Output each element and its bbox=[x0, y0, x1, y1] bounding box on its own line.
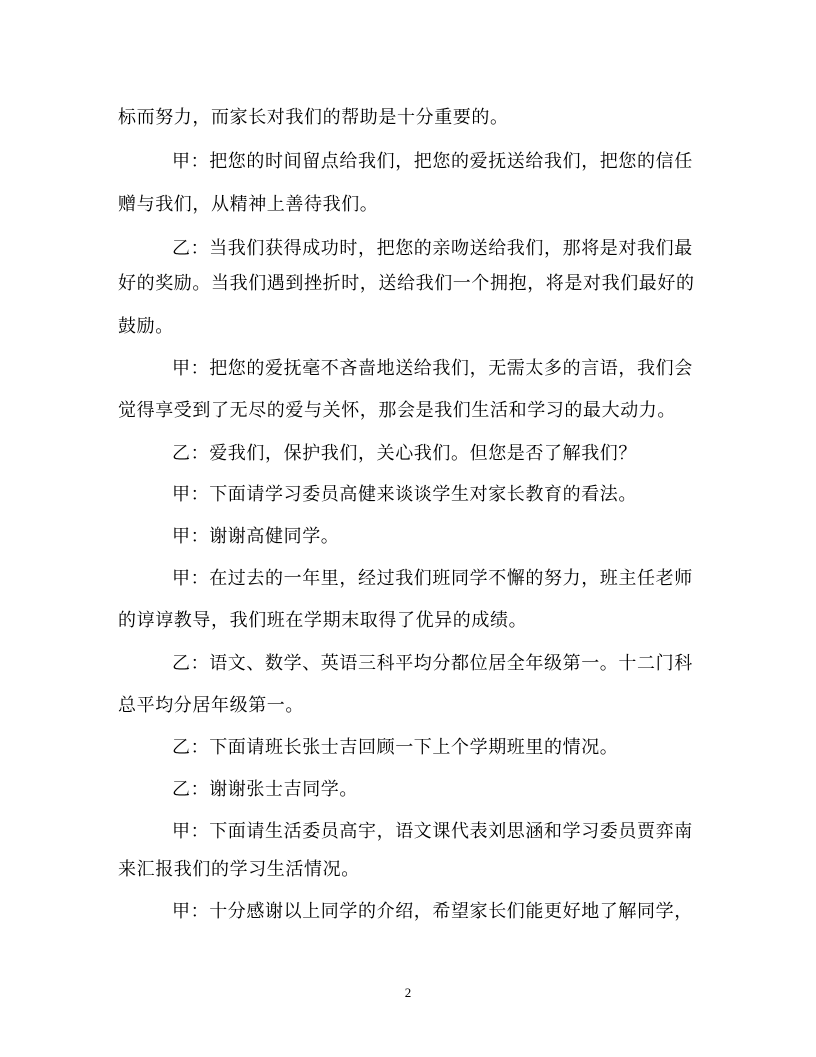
text-line: 甲：谢谢高健同学。 bbox=[172, 526, 340, 547]
text-line: 好的奖励。当我们遇到挫折时，送给我们一个拥抱，将是对我们最好的 bbox=[118, 273, 695, 294]
text-line: 甲：下面请生活委员高宇，语文课代表刘思涵和学习委员贾弈南 bbox=[172, 821, 693, 842]
text-line: 乙：谢谢张士吉同学。 bbox=[172, 779, 358, 800]
text-line: 来汇报我们的学习生活情况。 bbox=[118, 859, 360, 880]
text-line: 乙：当我们获得成功时，把您的亲吻送给我们，那将是对我们最 bbox=[172, 238, 693, 259]
text-line: 赠与我们，从精神上善待我们。 bbox=[118, 194, 379, 215]
text-line: 觉得享受到了无尽的爱与关怀，那会是我们生活和学习的最大动力。 bbox=[118, 400, 676, 421]
text-line: 甲：把您的时间留点给我们，把您的爱抚送给我们，把您的信任 bbox=[172, 151, 693, 172]
text-line: 的谆谆教导，我们班在学期末取得了优异的成绩。 bbox=[118, 610, 528, 631]
text-line: 标而努力，而家长对我们的帮助是十分重要的。 bbox=[118, 107, 509, 128]
text-line: 甲：下面请学习委员高健来谈谈学生对家长教育的看法。 bbox=[172, 484, 637, 505]
text-line: 甲：把您的爱抚毫不吝啬地送给我们，无需太多的言语，我们会 bbox=[172, 358, 693, 379]
text-line: 乙：下面请班长张士吉回顾一下上个学期班里的情况。 bbox=[172, 737, 619, 758]
text-line: 鼓励。 bbox=[118, 316, 174, 337]
text-line: 总平均分居年级第一。 bbox=[118, 695, 304, 716]
text-line: 甲：在过去的一年里，经过我们班同学不懈的努力，班主任老师 bbox=[172, 568, 693, 589]
text-line: 乙：语文、数学、英语三科平均分都位居全年级第一。十二门科 bbox=[172, 653, 693, 674]
page-number: 2 bbox=[404, 985, 412, 1000]
text-line: 乙：爱我们，保护我们，关心我们。但您是否了解我们？ bbox=[172, 443, 637, 464]
text-line: 甲：十分感谢以上同学的介绍，希望家长们能更好地了解同学， bbox=[172, 901, 693, 922]
